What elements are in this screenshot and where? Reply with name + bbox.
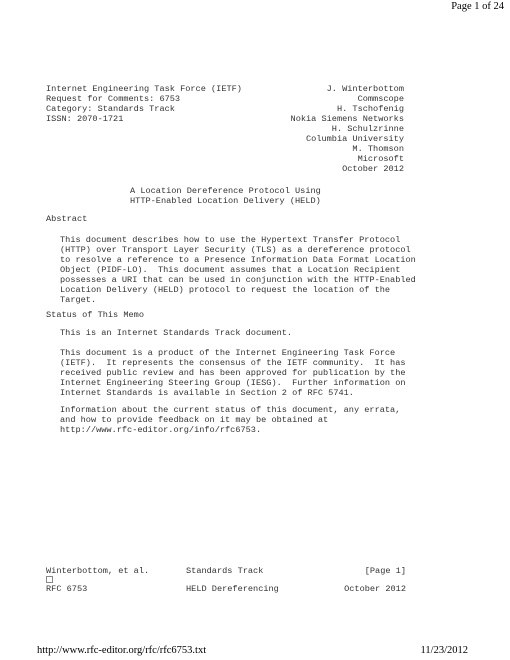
abstract-body: This document describes how to use the Hypertext Transfer Protocol (HTTP) over Transport Layer Security (TLS) as a dereference protocol to resolve a reference to a Presence Information Data Format Location Object (PIDF-LO). This document assumes that a Location Recipient possesses a URI that can be used in conjunction with the HTTP-Enabled Location Delivery (HELD) protocol to request the location of the Target. (60, 235, 416, 305)
rfc-header-right: J. Winterbottom Commscope H. Tschofenig Nokia Siemens Networks H. Schulzrinne Columbia University M. Thomson Microsoft October 2012 (290, 84, 404, 174)
status-paragraph-2: This document is a product of the Internet Engineering Task Force (IETF). It represents the consensus of the IETF community. It has received public review and has been approved for publication by the Internet Engineering Steering Group (IESG). Further information on Internet Standards is available in Section 2 of RFC 5741. (60, 348, 406, 398)
status-paragraph-1: This is an Internet Standards Track document. (60, 328, 293, 338)
running-header-date: October 2012 (344, 584, 406, 594)
abstract-heading: Abstract (46, 214, 88, 224)
print-page-indicator: Page 1 of 24 (451, 1, 504, 12)
running-header-title: HELD Dereferencing (186, 584, 279, 594)
footer-category: Standards Track (186, 566, 264, 576)
running-header-rfc: RFC 6753 (46, 584, 88, 594)
footer-page-number: [Page 1] (364, 566, 406, 576)
status-heading: Status of This Memo (46, 310, 144, 320)
footer-authors: Winterbottom, et al. (46, 566, 150, 576)
rfc-header-left: Internet Engineering Task Force (IETF) Request for Comments: 6753 Category: Standards Track ISSN: 2070-1721 (46, 84, 242, 124)
form-feed-glyph (46, 576, 53, 583)
status-paragraph-3: Information about the current status of this document, any errata, and how to provide feedback on it may be obtained at http://www.rfc-editor.org/info/rfc6753. (60, 405, 401, 435)
print-footer-date: 11/23/2012 (420, 645, 468, 656)
document-title: A Location Dereference Protocol Using HTTP-Enabled Location Delivery (HELD) (130, 186, 321, 206)
print-footer-url[interactable]: http://www.rfc-editor.org/rfc/rfc6753.txt (37, 645, 207, 656)
